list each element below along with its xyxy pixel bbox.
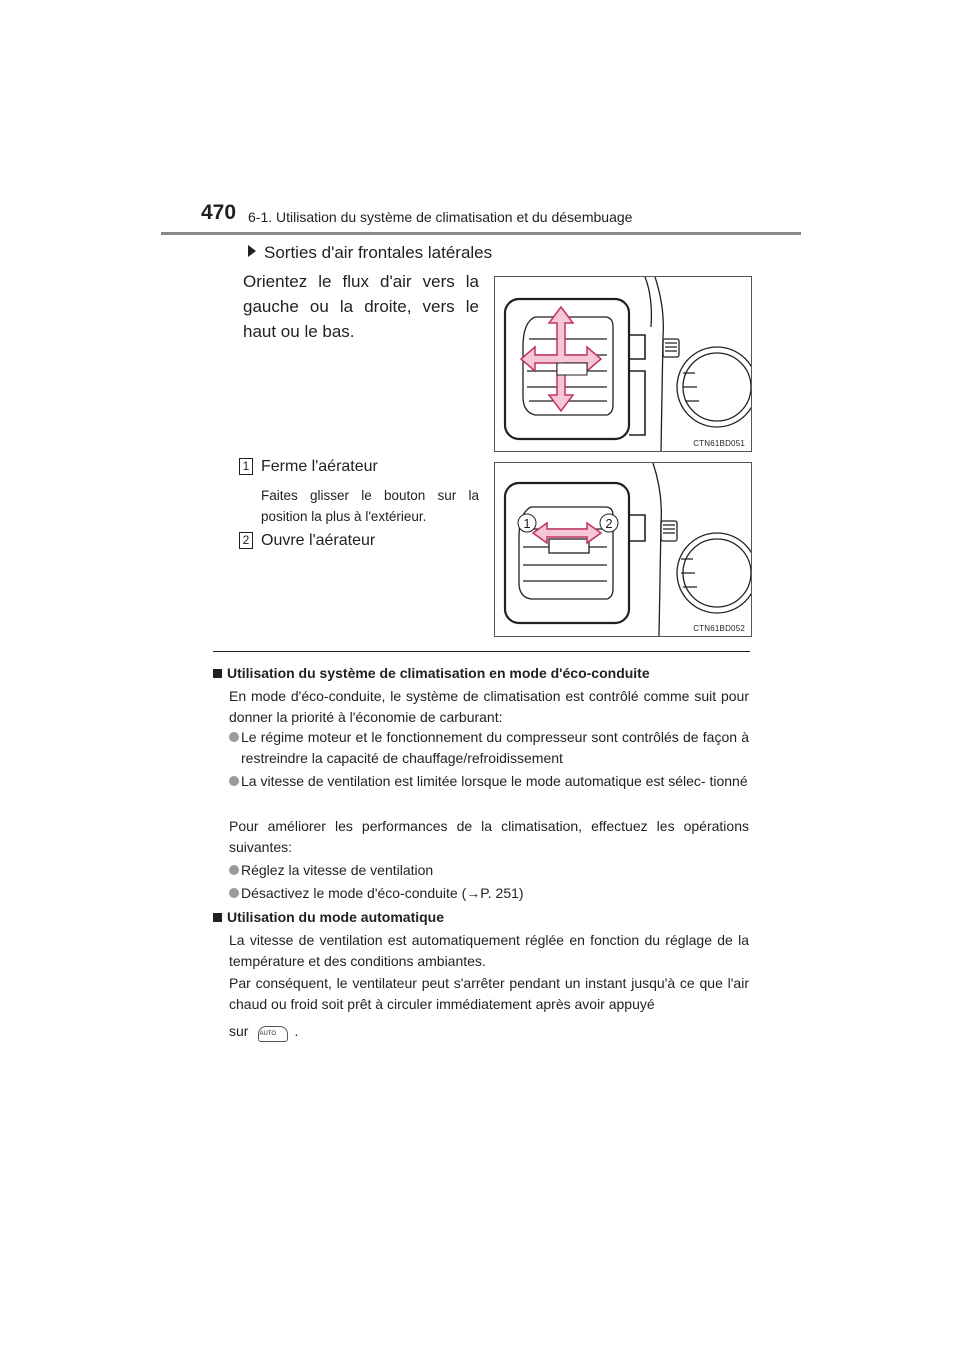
section-title: 6-1. Utilisation du système de climatisation et du désembuage bbox=[248, 209, 633, 225]
item-1-label bbox=[239, 458, 378, 476]
svg-text:2: 2 bbox=[605, 516, 613, 531]
auto-para-2-prefix: sur bbox=[229, 1023, 249, 1039]
auto-para-2-end bbox=[229, 1021, 749, 1042]
vents-subheading bbox=[248, 243, 492, 263]
item-1-number: 1 bbox=[239, 458, 253, 475]
eco-bullet-1-text: Le régime moteur et le fonctionnement du compresseur sont contrôlés de façon à restreindre la capacité de chauffage/refroidissement bbox=[241, 729, 749, 766]
auto-para-2: Par conséquent, le ventilateur peut s'arrêter pendant un instant jusqu'à ce que l'air chaud ou froid soit prêt à circuler immédiatement après avoir appuyé bbox=[229, 975, 749, 1012]
auto-heading-text: Utilisation du mode automatique bbox=[227, 909, 445, 925]
eco-heading bbox=[213, 665, 650, 681]
auto-heading bbox=[213, 909, 444, 925]
vent-slider-illustration bbox=[495, 463, 751, 636]
auto-para-2-suffix: . bbox=[294, 1023, 299, 1039]
figure-vent-directions bbox=[494, 276, 752, 452]
eco-bullet-2-text: La vitesse de ventilation est limitée lorsque le mode automatique est sélec- tionné bbox=[241, 773, 748, 789]
figure1-code: CTN61BD051 bbox=[693, 439, 745, 448]
section-divider bbox=[213, 651, 750, 652]
square-bullet-icon bbox=[213, 913, 222, 922]
eco-bullet-1 bbox=[229, 727, 749, 769]
figure2-code: CTN61BD052 bbox=[693, 624, 745, 633]
eco-heading-text: Utilisation du système de climatisation en mode d'éco-conduite bbox=[227, 665, 650, 681]
eco-intro: En mode d'éco-conduite, le système de climatisation est contrôlé comme suit pour donner la priorité à l'économie de carburant: bbox=[229, 688, 749, 725]
item-2-number: 2 bbox=[239, 532, 253, 549]
triangle-bullet-icon bbox=[248, 245, 256, 257]
eco-bullet-3-text: Réglez la vitesse de ventilation bbox=[241, 862, 434, 878]
bullet-dot-icon bbox=[229, 865, 239, 875]
header-rule bbox=[161, 232, 801, 235]
item-1-description: Faites glisser le bouton sur la position la plus à l'extérieur. bbox=[261, 488, 479, 524]
eco-bullet-4 bbox=[229, 883, 749, 904]
item-2-label bbox=[239, 532, 375, 550]
svg-text:1: 1 bbox=[523, 516, 531, 531]
item-2-text: Ouvre l'aérateur bbox=[261, 532, 376, 549]
item-1-text: Ferme l'aérateur bbox=[261, 458, 378, 475]
eco-bullet-4-text: Désactivez le mode d'éco-conduite (→P. 251) bbox=[241, 885, 524, 901]
bullet-dot-icon bbox=[229, 776, 239, 786]
vent-direction-illustration bbox=[495, 277, 751, 451]
page-number: 470 bbox=[201, 201, 237, 224]
figure-vent-open-close bbox=[494, 462, 752, 637]
four-way-arrow bbox=[521, 307, 601, 411]
bullet-dot-icon bbox=[229, 888, 239, 898]
square-bullet-icon bbox=[213, 669, 222, 678]
vents-subheading-text: Sorties d'air frontales latérales bbox=[264, 243, 493, 262]
eco-bullet-2 bbox=[229, 771, 749, 792]
eco-improve: Pour améliorer les performances de la climatisation, effectuez les opérations suivantes: bbox=[229, 818, 749, 855]
auto-button-icon: AUTO bbox=[258, 1026, 288, 1042]
auto-para-1: La vitesse de ventilation est automatiquement réglée en fonction du réglage de la température et des conditions ambiantes. bbox=[229, 932, 749, 969]
vents-instruction: Orientez le flux d'air vers la gauche ou la droite, vers le haut ou le bas. bbox=[243, 272, 479, 341]
bullet-dot-icon bbox=[229, 732, 239, 742]
eco-bullet-3 bbox=[229, 860, 749, 881]
